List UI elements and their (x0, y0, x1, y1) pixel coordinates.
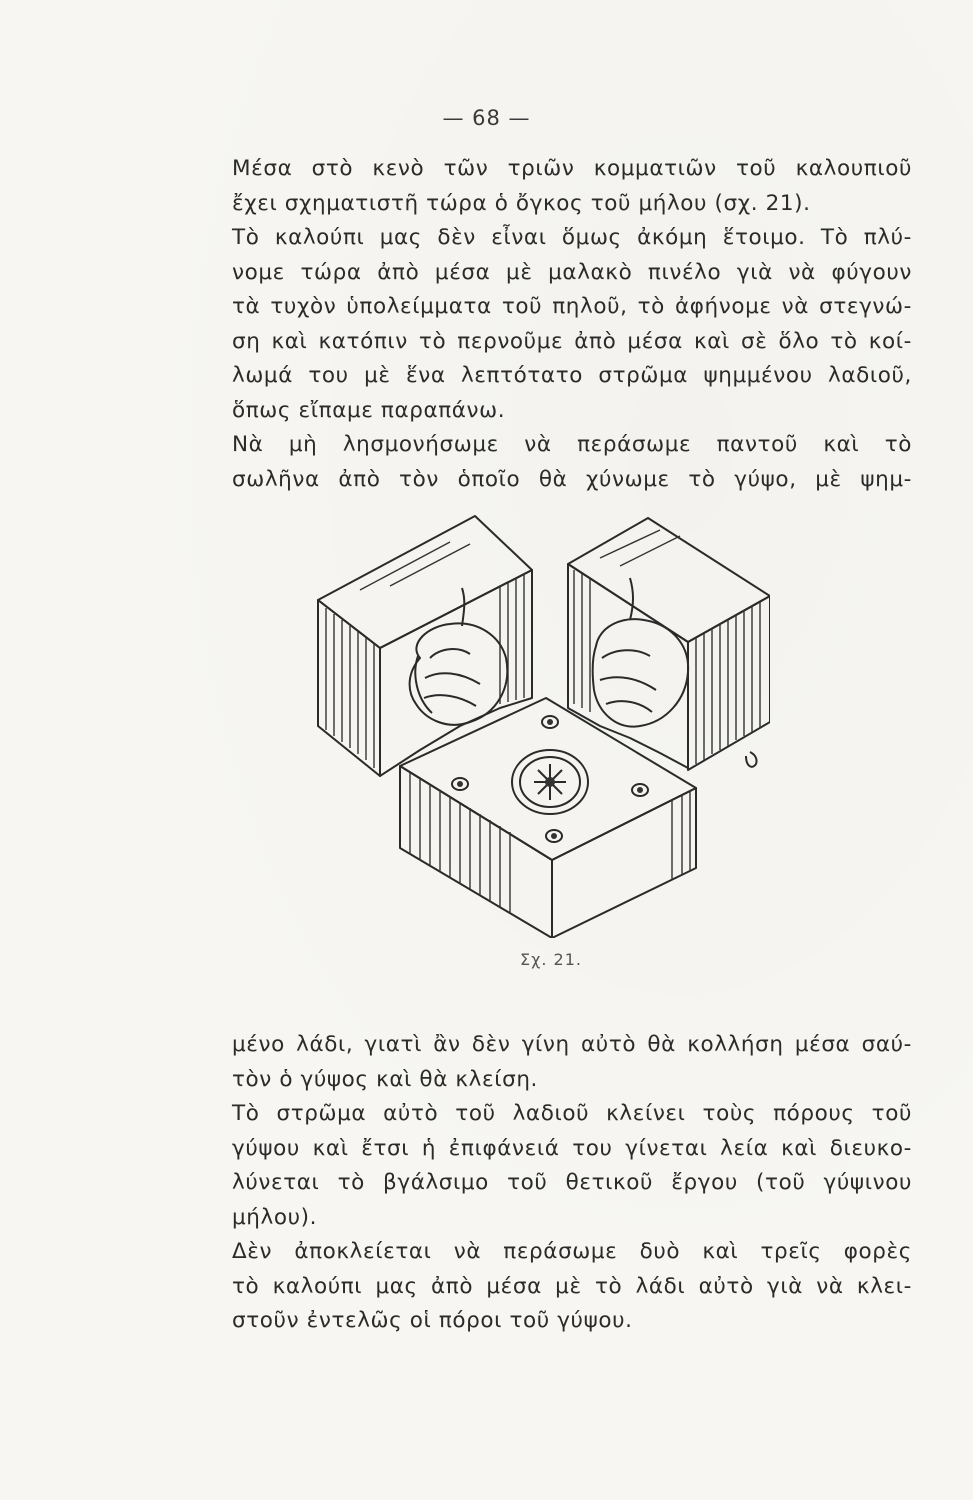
text-block-bottom (232, 1028, 912, 1339)
text-line: μένο λάδι, γιατὶ ἂν δὲν γίνη αὐτὸ θὰ κολλήση μέσα σαύ- (232, 1032, 912, 1057)
text-line: Τὸ στρῶμα αὐτὸ τοῦ λαδιοῦ κλείνει τοὺς πόρους τοῦ (232, 1101, 912, 1126)
figure-caption: Σχ. 21. (520, 950, 582, 969)
text-line: λύνεται τὸ βγάλσιμο τοῦ θετικοῦ ἔργου (τοῦ γύψινου (232, 1170, 912, 1195)
right-mold-piece (568, 518, 770, 770)
text-line: στοῦν ἐντελῶς οἱ πόροι τοῦ γύψου. (232, 1308, 633, 1333)
text-line: Τὸ καλούπι μας δὲν εἶναι ὅμως ἀκόμη ἕτοιμο. Τὸ πλύ- (232, 225, 912, 250)
text-line: Δὲν ἀποκλείεται νὰ περάσωμε δυὸ καὶ τρεῖς φορὲς (232, 1239, 912, 1264)
text-line: Μέσα στὸ κενὸ τῶν τριῶν κομματιῶν τοῦ καλουπιοῦ (232, 156, 912, 181)
left-mold-piece (318, 516, 532, 776)
text-line: μήλου). (232, 1204, 318, 1230)
text-line: ὅπως εἴπαμε παραπάνω. (232, 397, 506, 423)
text-block-top (232, 152, 912, 497)
text-line: γύψου καὶ ἔτσι ἡ ἐπιφάνειά του γίνεται λεία καὶ διευκο- (232, 1135, 912, 1161)
text-line: ἔχει σχηματιστῆ τώρα ὁ ὄγκος τοῦ μήλου (σχ. 21). (232, 190, 811, 216)
text-line: τὰ τυχὸν ὑπολείμματα τοῦ πηλοῦ, τὸ ἀφήνομε νὰ στεγνώ- (232, 294, 912, 319)
text-line: λωμά του μὲ ἕνα λεπτότατο στρῶμα ψημμένου λαδιοῦ, (232, 363, 912, 388)
text-line: νομε τώρα ἀπὸ μέσα μὲ μαλακὸ πινέλο γιὰ νὰ φύγουν (232, 259, 912, 285)
bottom-mold-piece (400, 698, 696, 938)
text-line: τὸν ὁ γύψος καὶ θὰ κλείση. (232, 1066, 538, 1092)
text-line: Νὰ μὴ λησμονήσωμε νὰ περάσωμε παντοῦ καὶ τὸ (232, 432, 912, 457)
text-line: τὸ καλούπι μας ἀπὸ μέσα μὲ τὸ λάδι αὐτὸ γιὰ νὰ κλει- (232, 1273, 912, 1299)
page-number: — 68 — (442, 106, 531, 130)
text-line: ση καὶ κατόπιν τὸ περνοῦμε ἀπὸ μέσα καὶ σὲ ὅλο τὸ κοί- (232, 328, 912, 354)
text-line: σωλῆνα ἀπὸ τὸν ὁποῖο θὰ χύνωμε τὸ γύψο, μὲ ψημ- (232, 466, 912, 492)
mold-illustration (300, 508, 770, 938)
